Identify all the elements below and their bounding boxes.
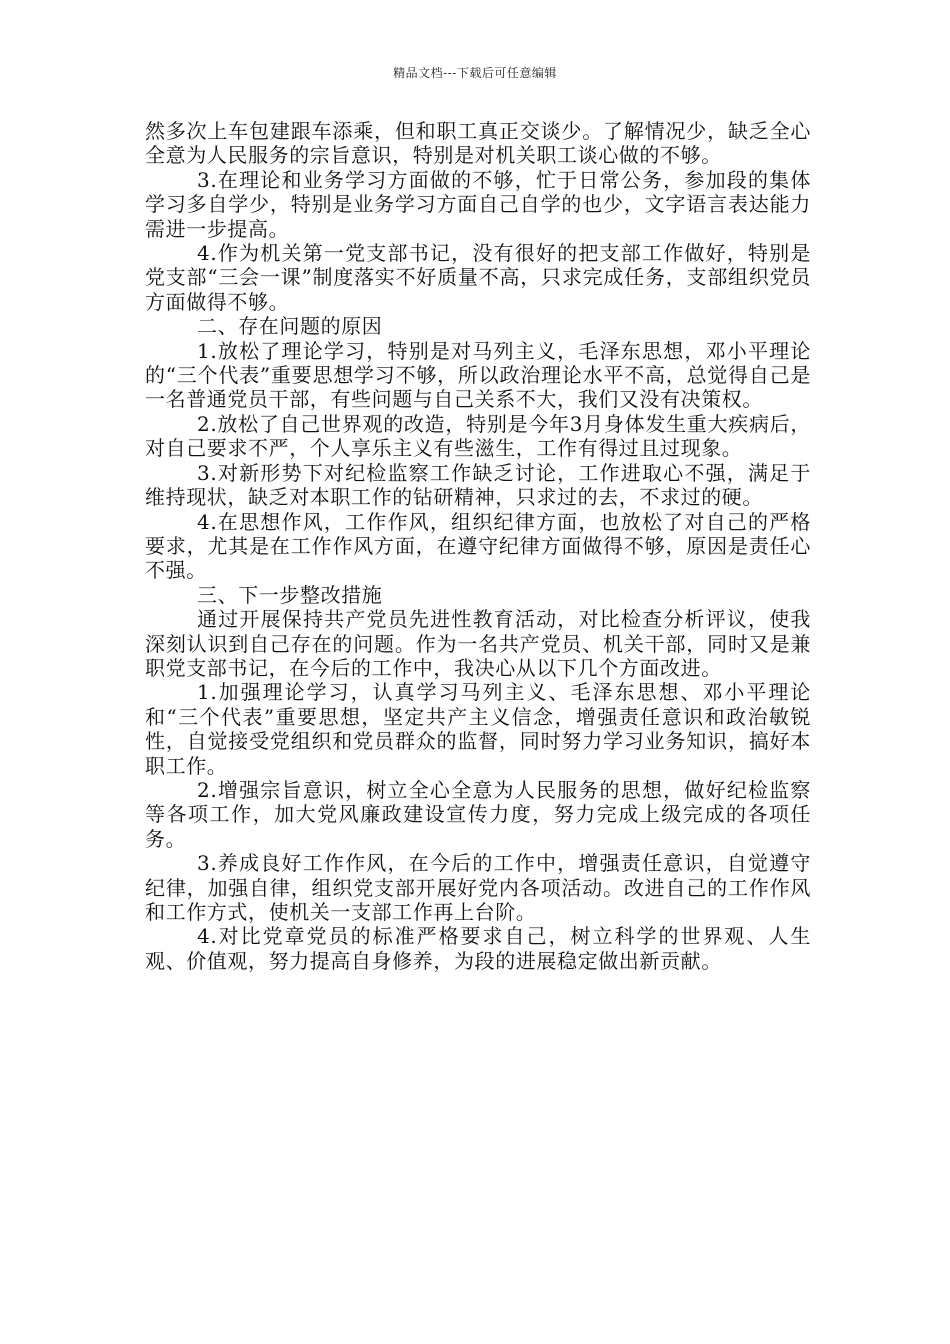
paragraph: 通过开展保持共产党员先进性教育活动，对比检查分析评议，使我深刻认识到自己存在的问题。作为一名共产党员、机关干部，同时又是兼职党支部书记，在今后的工作中，我决心从以下几个方面改进。 [145, 607, 811, 680]
paragraph: 4.作为机关第一党支部书记，没有很好的把支部工作做好，特别是党支部“三会一课”制度落实不好质量不高，只求完成任务，支部组织党员方面做得不够。 [145, 241, 811, 314]
paragraph: 1.加强理论学习，认真学习马列主义、毛泽东思想、邓小平理论和“三个代表”重要思想，坚定共产主义信念，增强责任意识和政治敏锐性，自觉接受党组织和党员群众的监督，同时努力学习业务知识，搞好本职工作。 [145, 680, 811, 778]
paragraph: 1.放松了理论学习，特别是对马列主义，毛泽东思想，邓小平理论的“三个代表”重要思想学习不够，所以政治理论水平不高，总觉得自己是一名普通党员干部，有些问题与自己关系不大，我们又没有决策权。 [145, 338, 811, 412]
paragraph: 2.放松了自己世界观的改造，特别是今年3月身体发生重大疾病后，对自己要求不严，个人享乐主义有些滋生，工作有得过且过现象。 [145, 411, 811, 461]
paragraph: 3.养成良好工作作风，在今后的工作中，增强责任意识，自觉遵守纪律，加强自律，组织党支部开展好党内各项活动。改进自己的工作作风和工作方式，使机关一支部工作再上台阶。 [145, 851, 811, 924]
document-body [145, 119, 811, 973]
paragraph: 4.在思想作风，工作作风，组织纪律方面，也放松了对自己的严格要求，尤其是在工作作风方面，在遵守纪律方面做得不够，原因是责任心不强。 [145, 509, 811, 583]
page-header: 精品文档---下载后可任意编辑 [393, 66, 557, 80]
paragraph: 2.增强宗旨意识，树立全心全意为人民服务的思想，做好纪检监察等各项工作，加大党风廉政建设宣传力度，努力完成上级完成的各项任务。 [145, 777, 811, 851]
paragraph: 3.在理论和业务学习方面做的不够，忙于日常公务，参加段的集体学习多自学少，特别是业务学习方面自己自学的也少，文字语言表达能力需进一步提高。 [145, 167, 811, 241]
section-heading: 二、存在问题的原因 [197, 314, 383, 339]
section-heading: 三、下一步整改措施 [197, 582, 383, 607]
paragraph: 然多次上车包建跟车添乘，但和职工真正交谈少。了解情况少，缺乏全心全意为人民服务的宗旨意识，特别是对机关职工谈心做的不够。 [145, 119, 811, 168]
paragraph: 3.对新形势下对纪检监察工作缺乏讨论，工作进取心不强，满足于维持现状，缺乏对本职工作的钻研精神，只求过的去，不求过的硬。 [145, 460, 811, 510]
paragraph: 4.对比党章党员的标准严格要求自己，树立科学的世界观、人生观、价值观，努力提高自身修养，为段的进展稳定做出新贡献。 [145, 924, 811, 973]
